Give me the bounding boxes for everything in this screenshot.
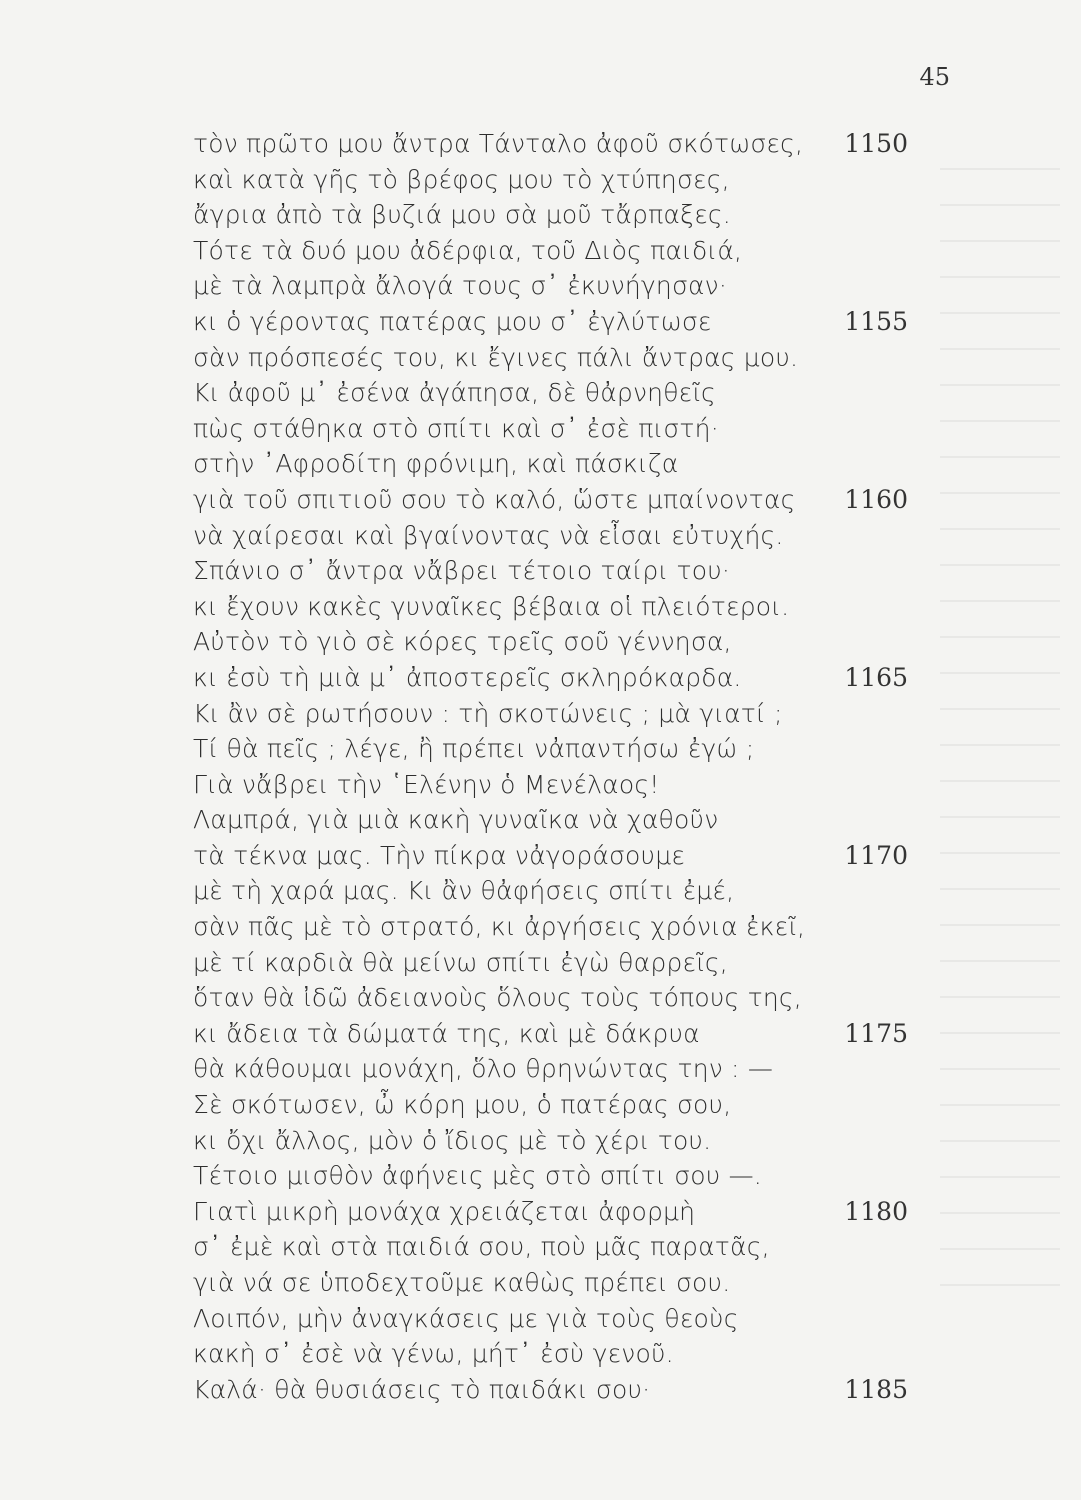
verse-line bbox=[0, 304, 1081, 340]
verse-line bbox=[0, 268, 1081, 304]
verse-text: Τέτοιο μισθὸν ἀφήνεις μὲς στὸ σπίτι σου —. bbox=[193, 1161, 762, 1191]
verse-text: Σπάνιο σ᾽ ἄντρα νἄβρει τέτοιο ταίρι του· bbox=[193, 556, 731, 586]
verse-line bbox=[0, 731, 1081, 767]
verse-line bbox=[0, 411, 1081, 447]
verse-text: γιὰ νά σε ὑποδεχτοῦμε καθὼς πρέπει σου. bbox=[193, 1268, 731, 1297]
verse-text: τὰ τέκνα μας. Τὴν πίκρα νἀγοράσουμε bbox=[193, 840, 686, 870]
verse-block bbox=[0, 126, 1081, 1407]
verse-text: σὰν πᾶς μὲ τὸ στρατό, κι ἀργήσεις χρόνια ἐκεῖ, bbox=[193, 912, 806, 942]
line-number: 1160 bbox=[844, 484, 908, 514]
verse-line bbox=[0, 482, 1081, 518]
verse-text: Γιατὶ μικρὴ μονάχα χρειάζεται ἀφορμὴ bbox=[193, 1196, 696, 1226]
line-number: 1150 bbox=[844, 129, 908, 158]
verse-text: ὅταν θὰ ἰδῶ ἀδειανοὺς ὅλους τοὺς τόπους της, bbox=[193, 983, 802, 1013]
verse-text: Τί θὰ πεῖς ; λέγε, ἢ πρέπει νἀπαντήσω ἐγώ ; bbox=[193, 734, 755, 764]
verse-line bbox=[0, 1336, 1081, 1372]
verse-text: Λαμπρά, γιὰ μιὰ κακὴ γυναῖκα νὰ χαθοῦν bbox=[193, 805, 719, 835]
verse-line bbox=[0, 553, 1081, 589]
verse-line bbox=[0, 518, 1081, 554]
verse-text: μὲ τὴ χαρά μας. Κι ἂν θἀφήσεις σπίτι ἐμέ, bbox=[193, 876, 735, 906]
verse-text: Κι ἀφοῦ μ᾽ ἐσένα ἀγάπησα, δὲ θἀρνηθεῖς bbox=[193, 378, 716, 408]
verse-text: κι ἄδεια τὰ δώματά της, καὶ μὲ δάκρυα bbox=[193, 1018, 700, 1048]
verse-line bbox=[0, 624, 1081, 660]
verse-line bbox=[0, 1051, 1081, 1087]
line-number: 1180 bbox=[844, 1196, 908, 1226]
verse-line bbox=[0, 1372, 1081, 1408]
verse-text: Καλά· θὰ θυσιάσεις τὸ παιδάκι σου· bbox=[193, 1374, 651, 1404]
verse-text: σὰν πρόσπεσές του, κι ἔγινες πάλι ἄντρας μου. bbox=[193, 342, 799, 372]
verse-line bbox=[0, 375, 1081, 411]
verse-text: κακὴ σ᾽ ἐσὲ νὰ γένω, μήτ᾽ ἐσὺ γενοῦ. bbox=[193, 1339, 674, 1369]
line-number: 1175 bbox=[844, 1018, 908, 1048]
verse-line bbox=[0, 197, 1081, 233]
verse-text: κι ἔχουν κακὲς γυναῖκες βέβαια οἱ πλειότεροι. bbox=[193, 591, 790, 621]
verse-text: Γιὰ νἄβρει τὴν ῾Ελένην ὁ Μενέλαος! bbox=[193, 769, 660, 799]
verse-text: Κι ἂν σὲ ρωτήσουν : τὴ σκοτώνεις ; μὰ γιατί ; bbox=[193, 698, 783, 728]
line-number: 1185 bbox=[844, 1374, 908, 1404]
verse-line bbox=[0, 1158, 1081, 1194]
verse-text: κι ὁ γέροντας πατέρας μου σ᾽ ἐγλύτωσε bbox=[193, 306, 712, 336]
verse-text: σ᾽ ἐμὲ καὶ στὰ παιδιά σου, ποὺ μᾶς παρατᾶς, bbox=[193, 1232, 770, 1262]
verse-line bbox=[0, 589, 1081, 625]
verse-text: Λοιπόν, μὴν ἀναγκάσεις με γιὰ τοὺς θεοὺς bbox=[193, 1303, 739, 1333]
verse-text: Τότε τὰ δυό μου ἀδέρφια, τοῦ Διὸς παιδιά, bbox=[193, 235, 743, 265]
verse-line bbox=[0, 802, 1081, 838]
verse-text: ἄγρια ἀπὸ τὰ βυζιά μου σὰ μοῦ τἄρπαξες. bbox=[193, 200, 731, 230]
verse-line bbox=[0, 1123, 1081, 1159]
verse-line bbox=[0, 1016, 1081, 1052]
verse-line bbox=[0, 980, 1081, 1016]
verse-text: κι ἐσὺ τὴ μιὰ μ᾽ ἀποστερεῖς σκληρόκαρδα. bbox=[193, 662, 742, 692]
verse-line bbox=[0, 1301, 1081, 1337]
verse-text: νὰ χαίρεσαι καὶ βγαίνοντας νὰ εἶσαι εὐτυχής. bbox=[193, 520, 784, 550]
line-number: 1165 bbox=[844, 662, 908, 692]
verse-line bbox=[0, 873, 1081, 909]
verse-text: τὸν πρῶτο μου ἄντρα Τάνταλο ἀφοῦ σκότωσες, bbox=[193, 129, 804, 158]
verse-line bbox=[0, 1229, 1081, 1265]
line-number: 1155 bbox=[844, 306, 908, 336]
verse-text: Αὐτὸν τὸ γιὸ σὲ κόρες τρεῖς σοῦ γέννησα, bbox=[193, 627, 732, 657]
verse-text: θὰ κάθουμαι μονάχη, ὅλο θρηνώντας την : — bbox=[193, 1054, 774, 1084]
verse-line bbox=[0, 909, 1081, 945]
verse-text: κι ὄχι ἄλλος, μὸν ὁ ἴδιος μὲ τὸ χέρι του. bbox=[193, 1125, 712, 1155]
verse-line bbox=[0, 1194, 1081, 1230]
verse-line bbox=[0, 767, 1081, 803]
verse-line bbox=[0, 660, 1081, 696]
verse-line bbox=[0, 126, 1081, 162]
verse-text: πὼς στάθηκα στὸ σπίτι καὶ σ᾽ ἐσὲ πιστή· bbox=[193, 413, 719, 443]
verse-text: στὴν ᾽Αφροδίτη φρόνιμη, καὶ πάσκιζα bbox=[193, 449, 679, 479]
verse-line bbox=[0, 233, 1081, 269]
line-number: 1170 bbox=[844, 840, 908, 870]
verse-text: Σὲ σκότωσεν, ὦ κόρη μου, ὁ πατέρας σου, bbox=[193, 1090, 732, 1120]
verse-line bbox=[0, 1087, 1081, 1123]
verse-line bbox=[0, 945, 1081, 981]
verse-line bbox=[0, 696, 1081, 732]
verse-text: μὲ τὰ λαμπρὰ ἄλογά τους σ᾽ ἐκυνήγησαν· bbox=[193, 271, 727, 301]
verse-line bbox=[0, 838, 1081, 874]
verse-line bbox=[0, 1265, 1081, 1301]
verse-line bbox=[0, 446, 1081, 482]
verse-text: καὶ κατὰ γῆς τὸ βρέφος μου τὸ χτύπησες, bbox=[193, 164, 730, 194]
verse-line bbox=[0, 340, 1081, 376]
verse-text: γιὰ τοῦ σπιτιοῦ σου τὸ καλό, ὥστε μπαίνοντας bbox=[193, 484, 796, 514]
page-number: 45 bbox=[919, 63, 950, 91]
verse-text: μὲ τί καρδιὰ θὰ μείνω σπίτι ἐγὼ θαρρεῖς, bbox=[193, 947, 728, 977]
verse-line bbox=[0, 162, 1081, 198]
